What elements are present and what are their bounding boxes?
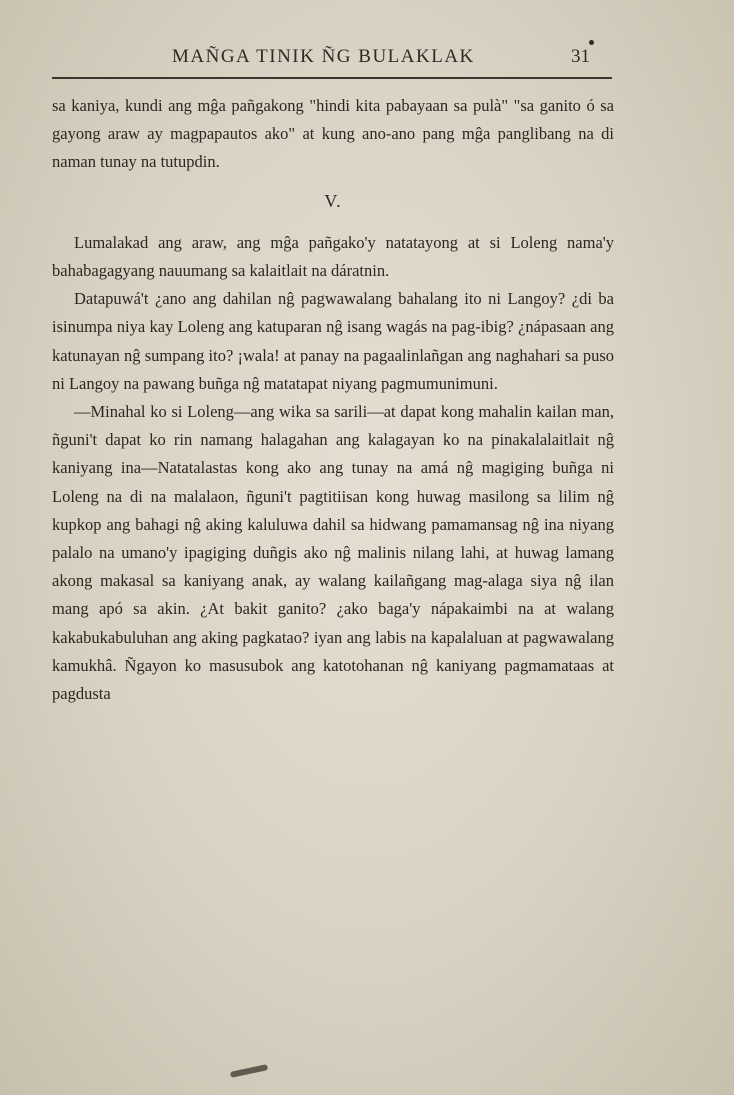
paragraph-continuation: sa kaniya, kundi ang mĝa pañgakong "hindi kita pabayaan sa pulà" "sa ganito ó sa gayong araw ay magpapautos ako" at kung ano-ano pang mĝa panglibang na di naman tunay na tutupdin. (52, 96, 614, 172)
ink-fleck (589, 40, 594, 45)
paragraph: —Minahal ko si Loleng—ang wika sa sarili—at dapat kong mahalin kailan man, ñguni't dapat ko rin namang halagahan ang kalagayan ko na pinakalalaitlait nĝ kaniyang ina—Natatalastas kong ako ang tunay na amá nĝ magiging buñga ni Loleng na di na malalaon, ñguni't pagtitiisan kong huwag masilong sa lilim nĝ kupkop ang bahagi nĝ aking kaluluwa dahil sa hidwang pamamansag nĝ ina niyang palalo na umano'y ipagiging duñgis ako nĝ malinis nilang lahi, at huwag lamang akong makasal sa kaniyang anak, ay walang kailañgang mag-alaga siya nĝ ilan mang apó sa akin. ¿At bakit ganito? ¿ako baga'y nápakaimbi na at walang kakabukabuluhan ang aking pagkatao? iyan ang labis na kapalaluan at pagwawalang kamukhâ. Ñgayon ko masusubok ang katotohanan nĝ kaniyang pagmamataas at pagdusta (52, 402, 614, 704)
paragraph: Lumalakad ang araw, ang mĝa pañgako'y natatayong at si Loleng nama'y bahabagagyang nauumang sa kalaitlait na dáratnin. (52, 232, 614, 281)
page-number: 31 (571, 46, 590, 67)
header-rule (52, 77, 612, 79)
page-header (52, 40, 612, 80)
running-title: MAÑGA TINIK ÑG BULAKLAK (172, 46, 475, 67)
ink-mark (230, 1064, 268, 1078)
paragraph: Datapuwá't ¿ano ang dahilan nĝ pagwawalang bahalang ito ni Langoy? ¿di ba isinumpa niya kay Loleng ang katuparan nĝ isang wagás na pag-ibig? ¿nápasaan ang katunayan nĝ sumpang ito? ¡wala! at panay na pagaalinlañgan ang naghahari sa puso ni Langoy na pawang buñga nĝ matatapat niyang pagmumunimuni. (52, 289, 614, 393)
page-body (52, 92, 614, 708)
section-heading: V. (324, 190, 342, 211)
